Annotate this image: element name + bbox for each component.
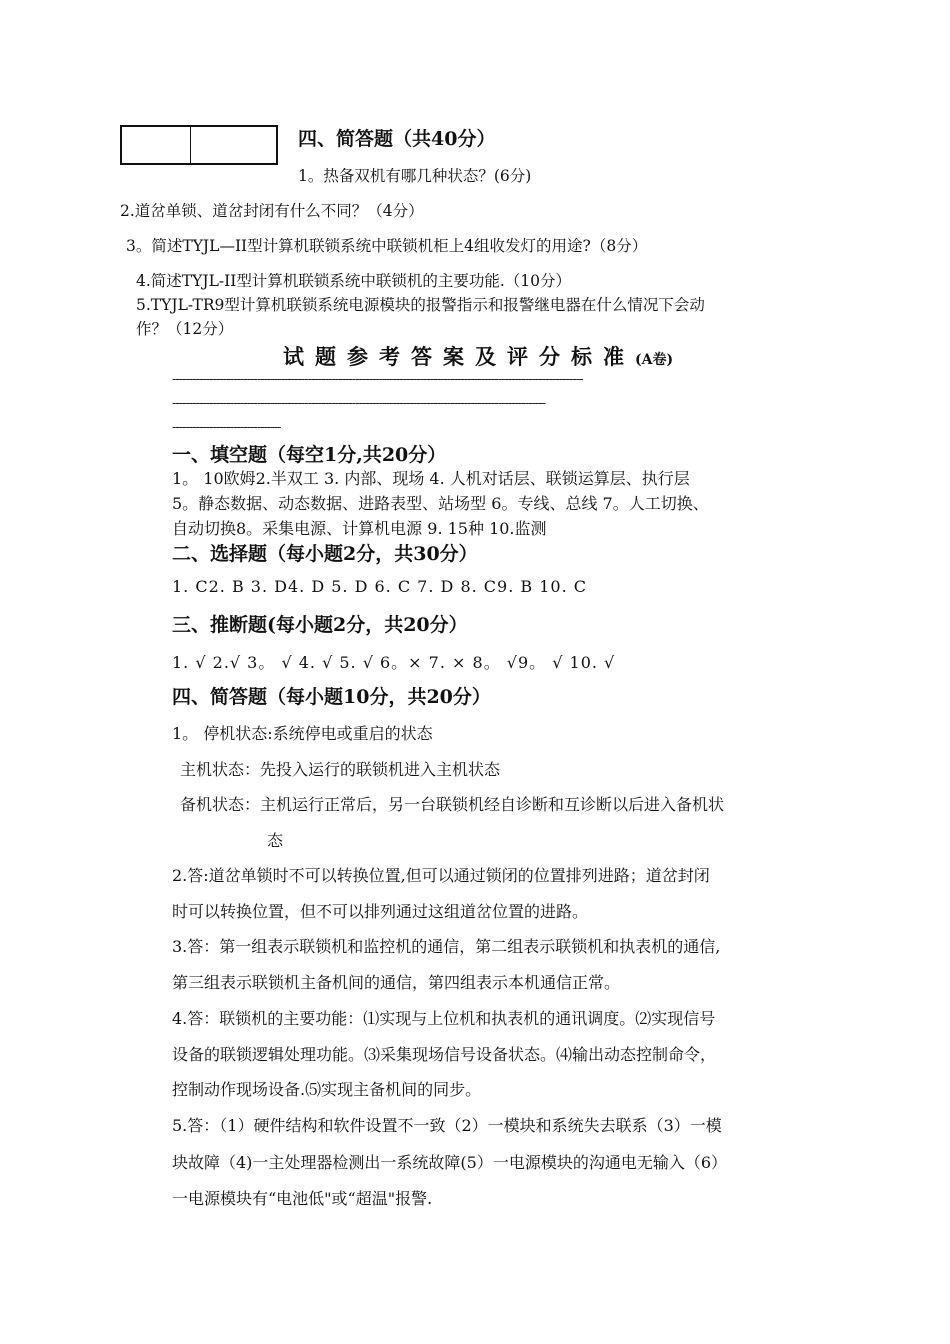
answer-line-6: 时可以转换位置，但不可以排列通过这组道岔位置的进路。 xyxy=(172,902,589,921)
separator-line-2: -------------------------------------------------------------------------------------------------------------- xyxy=(172,396,546,411)
separator-line-3: -------------------------------- xyxy=(172,420,281,435)
answer-title-suffix: (A卷) xyxy=(635,352,674,368)
answer-line-13: 块故障（4)一主处理器检测出一系统故障(5）一电源模块的沟通电无输入（6） xyxy=(172,1153,728,1172)
section2-answers: 1. C2. B 3. D4. D 5. D 6. C 7. D 8. C9. B 10. C xyxy=(172,577,588,596)
separator-line-1: ------------------------------------------------------------------------------------------------------------------------- xyxy=(172,372,583,387)
answer-line-11: 控制动作现场设备.⑸实现主备机间的同步。 xyxy=(172,1080,482,1099)
questions-heading: 四、简答题（共40分） xyxy=(298,128,496,150)
answer-title xyxy=(283,341,673,371)
answer-line-8: 第三组表示联锁机主备机间的通信，第四组表示本机通信正常。 xyxy=(172,973,621,992)
question-5-cont: 作？（12分） xyxy=(136,320,234,338)
question-2: 2.道岔单锁、道岔封闭有什么不同？（4分） xyxy=(120,202,424,220)
section4-heading: 四、简答题（每小题10分，共20分） xyxy=(172,686,491,708)
answer-line-7: 3.答：第一组表示联锁机和监控机的通信，第二组表示联锁机和执表机的通信, xyxy=(172,937,721,956)
answer-line-9: 4.答：联锁机的主要功能：⑴实现与上位机和执表机的通讯调度。⑵实现信号 xyxy=(172,1009,716,1028)
score-box-divider xyxy=(190,127,191,163)
section3-answers: 1. √ 2.√ 3。 √ 4. √ 5. √ 6。× 7. × 8。 √9。 √ 10. √ xyxy=(172,653,616,672)
answer-line-12: 5.答：（1）硬件结构和软件设置不一致（2）一模块和系统失去联系（3）一模 xyxy=(172,1116,722,1135)
section1-heading: 一、填空题（每空1分,共20分） xyxy=(172,444,447,466)
section3-heading: 三、推断题(每小题2分，共20分） xyxy=(172,614,468,636)
question-4: 4.简述TYJL-II型计算机联锁系统中联锁机的主要功能.（10分） xyxy=(136,272,572,290)
answer-line-2: 主机状态：先投入运行的联锁机进入主机状态 xyxy=(180,760,501,779)
answer-line-5: 2.答:道岔单锁时不可以转换位置,但可以通过锁闭的位置排列进路；道岔封闭 xyxy=(172,866,710,885)
answer-line-1: 1。 停机状态:系统停电或重启的状态 xyxy=(172,724,433,743)
answer-line-10: 设备的联锁逻辑处理功能。⑶采集现场信号设备状态。⑷输出动态控制命令， xyxy=(172,1045,717,1064)
answer-line-14: 一电源模块有“电池低"或“超温"报警. xyxy=(172,1189,433,1208)
question-5: 5.TYJL-TR9型计算机联锁系统电源模块的报警指示和报警继电器在什么情况下会动 xyxy=(136,296,705,314)
section1-line-3: 自动切换8。采集电源、计算机电源 9. 15种 10.监测 xyxy=(172,519,547,538)
section1-line-2: 5。静态数据、动态数据、进路表型、站场型 6。专线、总线 7。人工切换、 xyxy=(172,494,709,513)
question-1: 1。热备双机有哪几种状态？(6分) xyxy=(298,167,532,185)
score-box xyxy=(120,125,278,165)
answer-line-3: 备机状态：主机运行正常后，另一台联锁机经自诊断和互诊断以后进入备机状 xyxy=(180,795,725,814)
answer-line-4: 态 xyxy=(267,831,284,850)
section2-heading: 二、选择题（每小题2分，共30分） xyxy=(172,543,478,565)
section1-line-1: 1。 10欧姆2.半双工 3. 内部、现场 4. 人机对话层、联锁运算层、执行层 xyxy=(172,469,690,488)
question-3: 3。简述TYJL—II型计算机联锁系统中联锁机柜上4组收发灯的用途?（8分） xyxy=(126,237,648,255)
answer-title-main: 试题参考答案及评分标准 xyxy=(283,344,635,369)
